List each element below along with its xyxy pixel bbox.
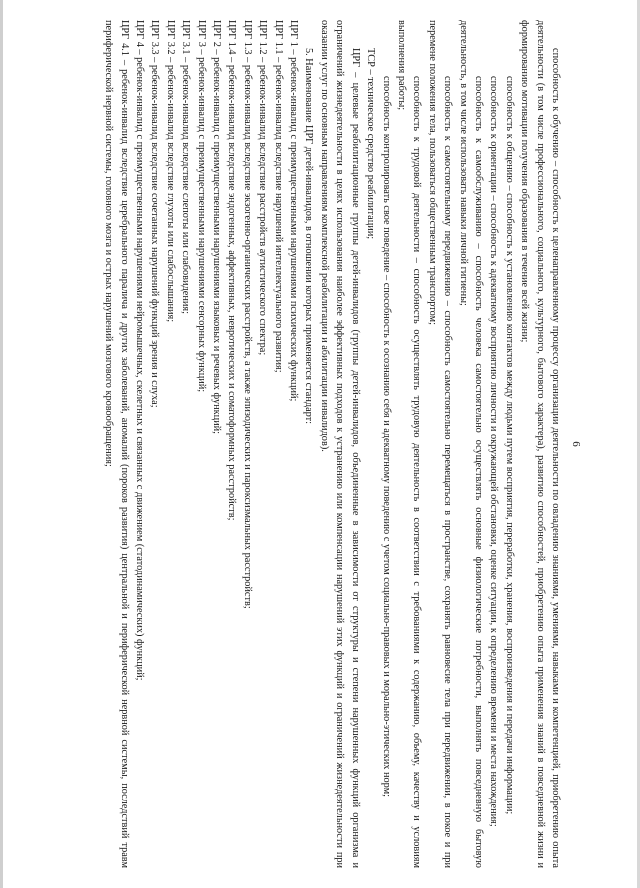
paragraph-crg-definition: ЦРГ – целевые реабилитационные группы детей-инвалидов (группы детей-инвалидов, объединенные в зависимости от структуры и степени нарушенных функций организма и ограничений жизнедеятельности в целях использования наиболее эффективных подходов к устранению или компенсации нарушений этих функций и ограничений жизнедеятельности при оказании услуг по основным направлениям комплексной реабилитации и абилитации инвалидов). xyxy=(318,20,361,868)
paragraph-work: способность к трудовой деятельности – способность осуществлять трудовую деятельность в соответствии с требованиями к содержанию, объему, качеству и условиям выполнения работы; xyxy=(395,20,423,868)
paragraph-learning: способность к обучению – способность к целенаправленному процессу организации деятельности по овладению знаниями, умениями, навыками и компетенцией, приобретению опыта деятельности (в том числе профессионального, социального, культурного, бытового характера), развитию способностей, приобретению опыта применения знаний в повседневной жизни и формированию мотивации получения образования в течение всей жизни; xyxy=(519,20,561,868)
list-item: ЦРГ 1.1 – ребенок-инвалид вследствие нарушений интеллектуального развития; xyxy=(272,20,284,373)
list-item: ЦРГ 4.1 – ребенок-инвалид вследствие церебрального паралича и других заболеваний, аномалий (пороков развития) центральной и периферической нервной системы, последствий травм периферической нервной системы, головного мозга и острых нарушений мозгового кровообращения; xyxy=(103,20,130,868)
list-item: ЦРГ 3.1 – ребенок-инвалид вследствие слепоты или слабовидения; xyxy=(180,20,192,314)
list-item: ЦРГ 3 – ребенок-инвалид с преимущественными нарушениями сенсорных функций; xyxy=(195,20,207,393)
page-number: 6 xyxy=(570,441,582,447)
list-item: ЦРГ 3.3 – ребенок-инвалид вследствие сочетанных нарушений функций зрения и слуха; xyxy=(149,20,161,408)
rotated-text-block xyxy=(81,20,581,868)
paragraph-movement: способность к самостоятельному передвижению – способность самостоятельно перемещаться в пространстве, сохранять равновесие тела при передвижении, в покое и при перемене положения тела, пользоваться общественным транспортом; xyxy=(426,20,454,868)
document-body xyxy=(101,20,563,868)
section-heading: 5. Наименование ЦРГ детей-инвалидов, в отношении которых применяется стандарт: xyxy=(303,48,315,425)
paragraph-behavior: способность контролировать свое поведение – способность к осознанию себя и адекватному поведению с учетом социально-правовых и морально-этических норм; xyxy=(380,76,392,798)
group-list xyxy=(101,20,301,868)
list-item: ЦРГ 1 – ребенок-инвалид с преимущественными нарушениями психических функций; xyxy=(288,20,300,402)
list-item: ЦРГ 1.4 – ребенок-инвалид вследствие эндогенных, аффективных, невротических и соматоформных расстройств; xyxy=(226,20,238,521)
paragraph-self-care: способность к самообслуживанию – способность человека самостоятельно осуществлять основные физиологические потребности, выполнять повседневную бытовую деятельность, в том числе использовать навыки личной гигиены; xyxy=(457,20,484,868)
paragraph-tsr: ТСР – техническое средство реабилитации; xyxy=(365,48,377,240)
list-item: ЦРГ 1.2 – ребенок-инвалид вследствие расстройств аутистического спектра; xyxy=(257,20,269,356)
paragraph-orientation: способность к ориентации – способность к адекватному восприятию личности и окружающей обстановки, оценке ситуации, к определению времени и места нахождения; xyxy=(488,76,500,827)
list-item: ЦРГ 3.2 – ребенок-инвалид вследствие глухоты или слабослышания; xyxy=(164,20,176,323)
list-item: ЦРГ 1.3 – ребенок-инвалид вследствие экзогенно-органических расстройств, а также эпизодических и пароксизмальных расстройств; xyxy=(241,20,253,609)
list-item: ЦРГ 2 – ребенок-инвалид с преимущественными нарушениями языковых и речевых функций; xyxy=(211,20,223,434)
paragraph-communication: способность к общению – способность к установлению контактов между людьми путем восприятия, переработки, хранения, воспроизведения и передачи информации; xyxy=(503,76,515,815)
list-item: ЦРГ 4 – ребенок-инвалид с преимущественными нарушениями нейромышечных, скелетных и связанных с движением (статодинамических) функций; xyxy=(134,20,146,681)
